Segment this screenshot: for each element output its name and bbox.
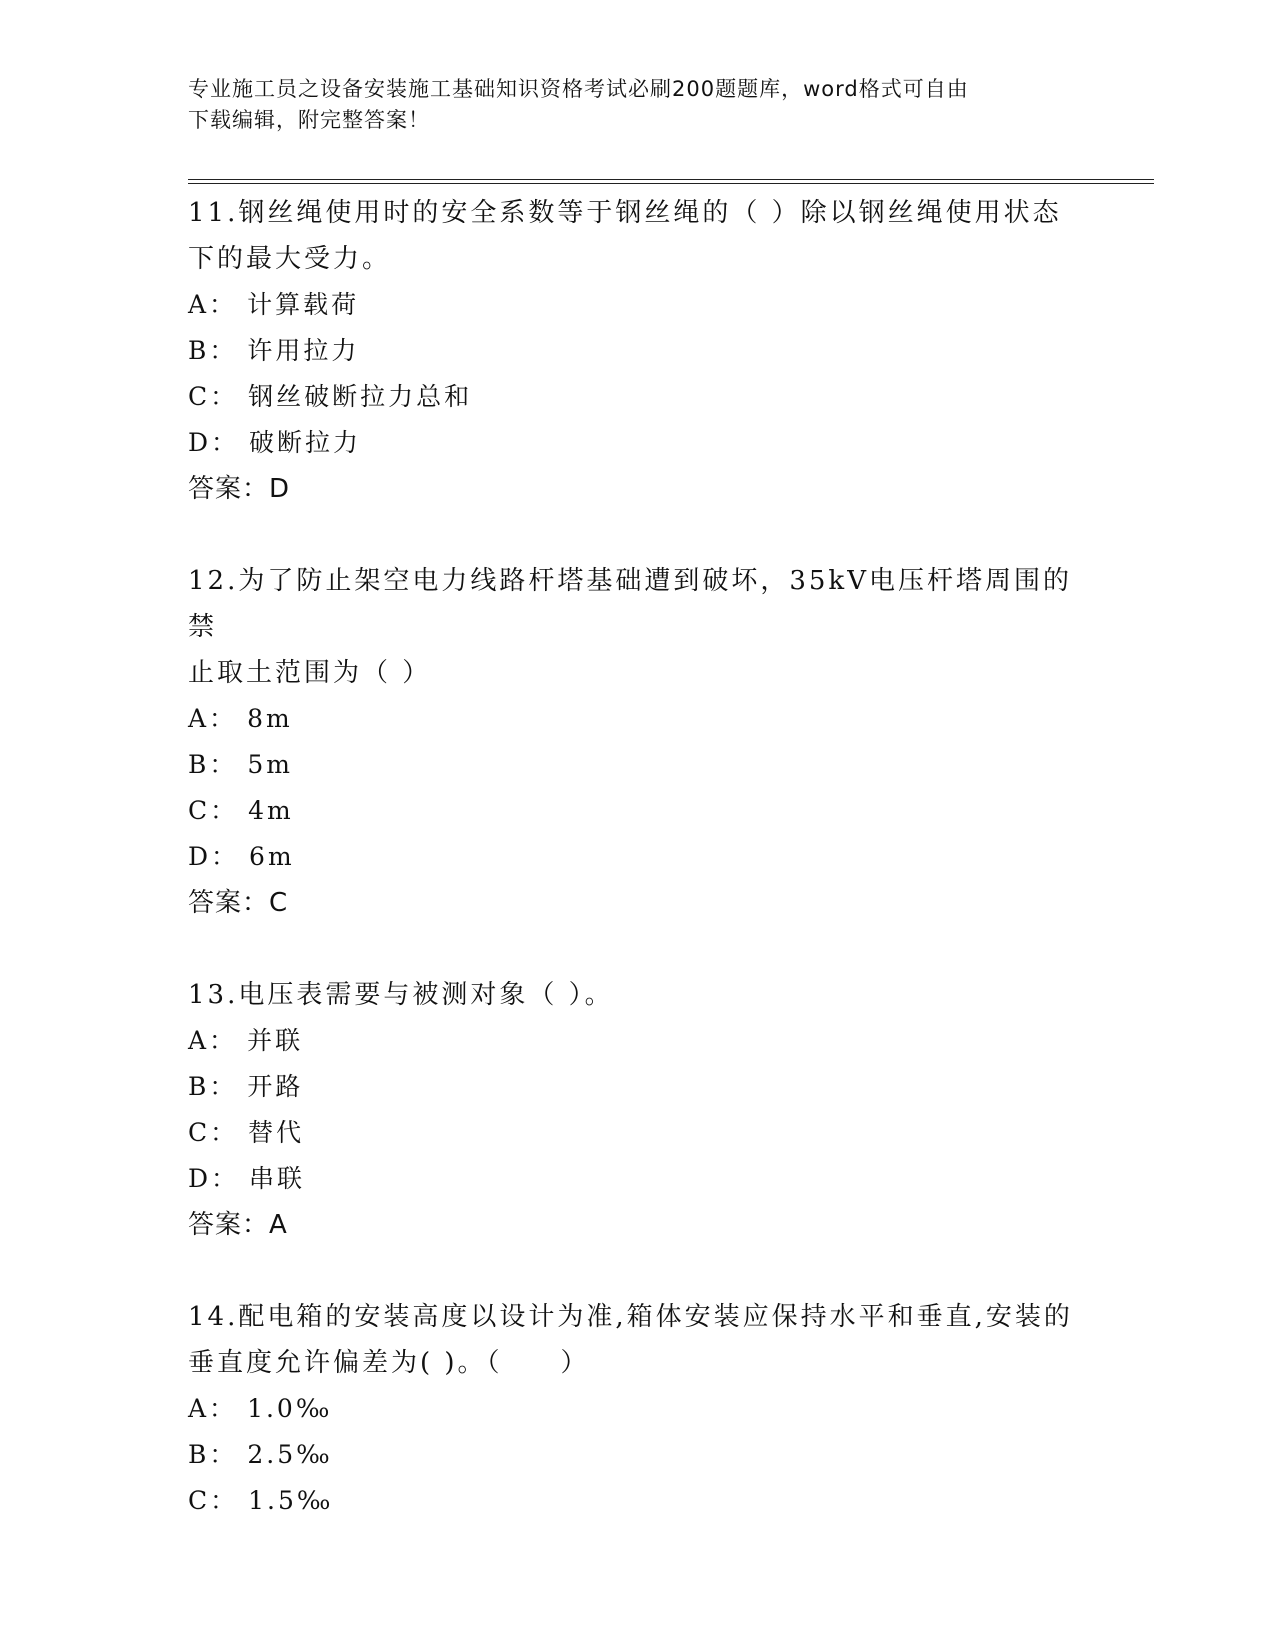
option-b: [188, 1064, 1088, 1110]
option-letter: A：: [188, 290, 238, 319]
option-letter: B：: [188, 336, 238, 365]
option-text: 8m: [247, 704, 293, 733]
question-text-line-1: 12.为了防止架空电力线路杆塔基础遭到破坏，35kV电压杆塔周围的禁: [188, 566, 1072, 642]
option-text: 许用拉力: [247, 336, 360, 365]
option-a: [188, 696, 1088, 742]
option-text: 1.0‰: [247, 1394, 333, 1423]
option-text: 5m: [247, 750, 293, 779]
option-letter: B：: [188, 750, 238, 779]
option-text: 4m: [248, 796, 294, 825]
option-b: [188, 1432, 1088, 1478]
option-d: [188, 420, 1088, 466]
answer-line: 答案：A: [188, 1210, 288, 1240]
document-header: [188, 74, 1068, 136]
option-text: 钢丝破断拉力总和: [248, 382, 473, 411]
answer-line: 答案：D: [188, 474, 291, 504]
question-14: [188, 1294, 1088, 1524]
option-letter: B：: [188, 1072, 238, 1101]
option-text: 替代: [248, 1118, 305, 1147]
option-b: [188, 328, 1088, 374]
option-letter: C：: [188, 1486, 239, 1515]
question-text-line-1: 14.配电箱的安装高度以设计为准,箱体安装应保持水平和垂直,安装的: [188, 1302, 1073, 1332]
header-divider-bottom: [188, 183, 1154, 184]
option-b: [188, 742, 1088, 788]
option-c: [188, 1478, 1088, 1524]
option-letter: D：: [188, 842, 240, 871]
option-text: 计算载荷: [247, 290, 360, 319]
question-text-line-2: 垂直度允许偏差为( )。（ ）: [188, 1348, 590, 1378]
option-letter: C：: [188, 1118, 239, 1147]
question-text-line-2: 下的最大受力。: [188, 244, 392, 274]
option-letter: A：: [188, 1394, 238, 1423]
option-letter: A：: [188, 1026, 238, 1055]
option-letter: B：: [188, 1440, 238, 1469]
option-text: 破断拉力: [249, 428, 362, 457]
option-text: 并联: [247, 1026, 304, 1055]
option-letter: A：: [188, 704, 238, 733]
question-list: [188, 190, 1088, 1570]
option-a: [188, 1386, 1088, 1432]
header-line-1: 专业施工员之设备安装施工基础知识资格考试必刷200题题库，word格式可自由: [188, 77, 969, 101]
option-c: [188, 788, 1088, 834]
question-11: [188, 190, 1088, 512]
option-d: [188, 834, 1088, 880]
option-letter: D：: [188, 428, 240, 457]
option-letter: C：: [188, 796, 239, 825]
question-text-line-2: 止取土范围为（ ）: [188, 658, 432, 688]
option-text: 1.5‰: [248, 1486, 334, 1515]
option-text: 开路: [247, 1072, 304, 1101]
option-d: [188, 1156, 1088, 1202]
header-line-2: 下载编辑，附完整答案！: [188, 108, 430, 132]
header-divider-top: [188, 179, 1154, 180]
question-13: [188, 972, 1088, 1248]
option-a: [188, 1018, 1088, 1064]
option-text: 串联: [249, 1164, 306, 1193]
question-text-line-1: 11.钢丝绳使用时的安全系数等于钢丝绳的（ ）除以钢丝绳使用状态: [188, 198, 1062, 228]
option-a: [188, 282, 1088, 328]
question-text-line-1: 13.电压表需要与被测对象（ ）。: [188, 980, 614, 1010]
option-c: [188, 374, 1088, 420]
option-text: 2.5‰: [247, 1440, 333, 1469]
answer-line: 答案：C: [188, 888, 289, 918]
question-12: [188, 558, 1088, 926]
option-letter: C：: [188, 382, 239, 411]
option-text: 6m: [249, 842, 295, 871]
option-c: [188, 1110, 1088, 1156]
option-letter: D：: [188, 1164, 240, 1193]
